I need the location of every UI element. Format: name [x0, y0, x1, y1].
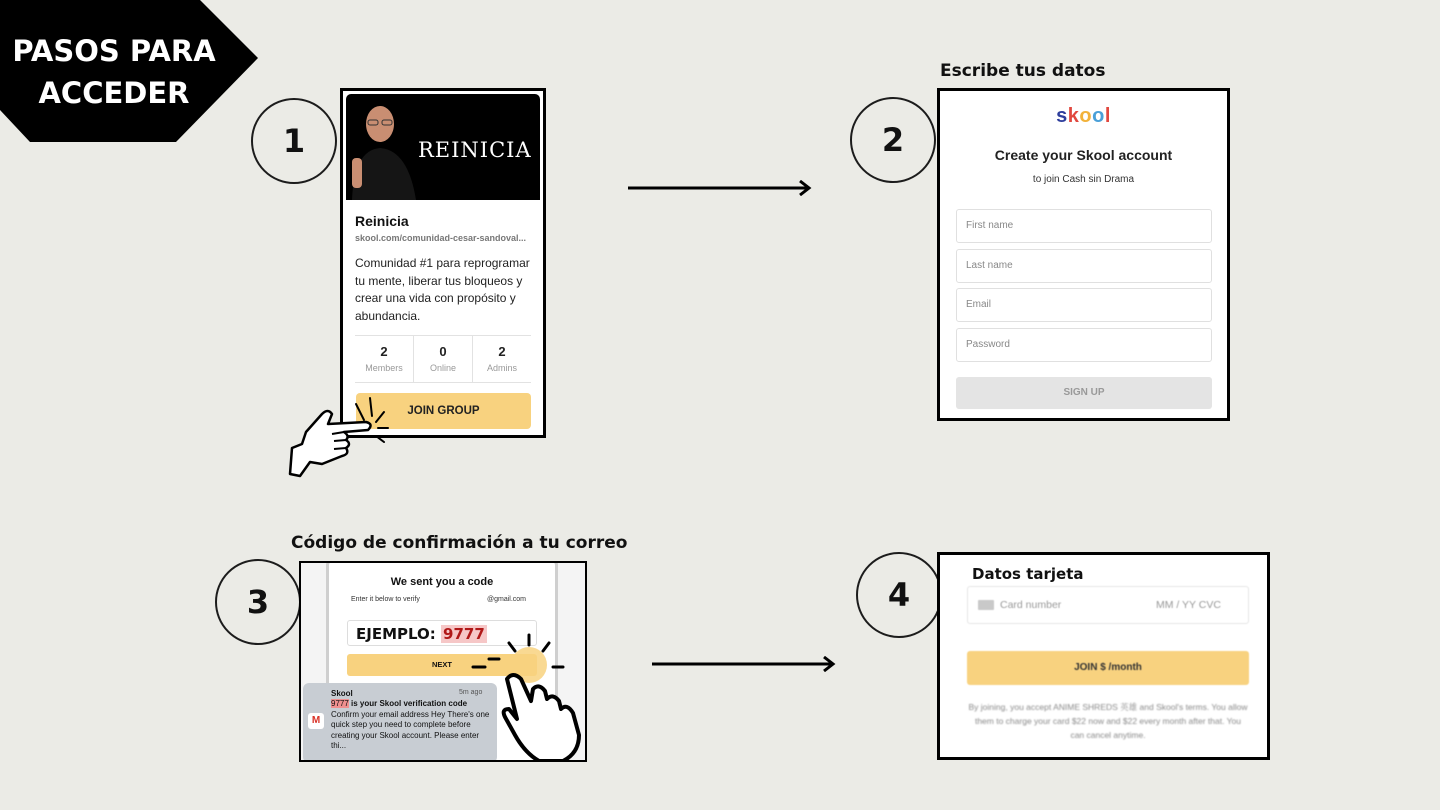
verify-title: We sent you a code: [390, 576, 494, 588]
last-name-field[interactable]: Last name: [956, 249, 1212, 283]
verification-card: [299, 561, 587, 762]
next-button[interactable]: NEXT: [347, 654, 537, 676]
banner-line-2: ACCEDER: [38, 76, 190, 110]
person-photo-icon: [346, 94, 426, 200]
step-4-number: 4: [856, 552, 942, 638]
sign-up-button[interactable]: SIGN UP: [956, 377, 1212, 409]
stat-value: 2: [380, 344, 388, 359]
step-2-title: Escribe tus datos: [940, 61, 1106, 81]
stat-label: Admins: [486, 363, 517, 373]
arrow-right-icon: [628, 180, 814, 196]
arrow-right-icon: [652, 656, 838, 672]
payment-card: [937, 552, 1270, 760]
logo-letter: l: [1104, 105, 1111, 127]
notification-code: 9777: [331, 699, 349, 708]
group-description: Comunidad #1 para reprogramar tu mente, liberar tus bloqueos y crear una vida con propósito y abundancia.: [355, 256, 530, 323]
card-number-field[interactable]: [967, 586, 1249, 624]
signup-subtitle: to join Cash sin Drama: [1032, 174, 1135, 185]
join-subscribe-button[interactable]: JOIN $ /month: [967, 651, 1249, 685]
payment-terms: By joining, you accept ANIME SHREDS 英雄 and Skool's terms. You allow them to charge your card $22 now and $22 every month after that. You can cancel anytime.: [968, 702, 1248, 740]
stat-value: 2: [498, 344, 506, 359]
logo-letter: o: [1092, 105, 1105, 127]
stat-admins: [473, 336, 531, 382]
stat-label: Online: [429, 363, 456, 373]
logo-letter: k: [1067, 105, 1080, 127]
join-group-button[interactable]: JOIN GROUP: [356, 393, 531, 429]
step-4-title: Datos tarjeta: [972, 565, 1084, 583]
skool-logo: [940, 105, 1227, 128]
verify-email: @gmail.com: [487, 596, 527, 603]
step-3-title: Código de confirmación a tu correo: [291, 533, 628, 553]
stat-value: 0: [439, 344, 447, 359]
card-expiry-cvc: MM / YY CVC: [1156, 599, 1221, 611]
step-3-number: 3: [215, 559, 301, 645]
group-name[interactable]: Reinicia: [355, 213, 409, 229]
signup-card: [937, 88, 1230, 421]
group-hero: [346, 94, 540, 200]
banner-line-1: PASOS PARA: [12, 34, 216, 68]
card-number-placeholder: Card number: [1000, 599, 1062, 611]
notification-headline: is your Skool verification code: [348, 699, 468, 708]
banner-title: [0, 30, 228, 114]
pointing-hand-icon: [467, 629, 587, 762]
logo-letter: o: [1079, 105, 1093, 127]
group-hero-title: REINICIA: [418, 138, 532, 162]
notification-app: Skool: [331, 689, 353, 698]
group-url[interactable]: skool.com/comunidad-cesar-sandoval...: [355, 233, 527, 243]
pointing-hand-icon: [288, 392, 394, 480]
group-card: [340, 88, 546, 438]
credit-card-icon: [978, 600, 994, 610]
logo-letter: s: [1056, 105, 1068, 127]
verify-instruction: Enter it below to verify: [351, 596, 420, 603]
notification-time: 5m ago: [459, 689, 483, 696]
code-prefix: EJEMPLO:: [356, 625, 436, 643]
group-stats: [355, 335, 531, 383]
step-1-number: 1: [251, 98, 337, 184]
email-field[interactable]: Email: [956, 288, 1212, 322]
first-name-field[interactable]: First name: [956, 209, 1212, 243]
code-value: 9777: [443, 625, 485, 643]
gmail-icon: M: [308, 713, 324, 729]
password-field[interactable]: Password: [956, 328, 1212, 362]
signup-title: Create your Skool account: [994, 147, 1173, 163]
stat-members: [355, 336, 414, 382]
notification-text: Confirm your email address Hey There's one quick step you need to complete before creating your Skool account. Please enter thi...: [331, 709, 490, 750]
stat-label: Members: [365, 363, 403, 373]
stat-online: [414, 336, 473, 382]
step-2-number: 2: [850, 97, 936, 183]
